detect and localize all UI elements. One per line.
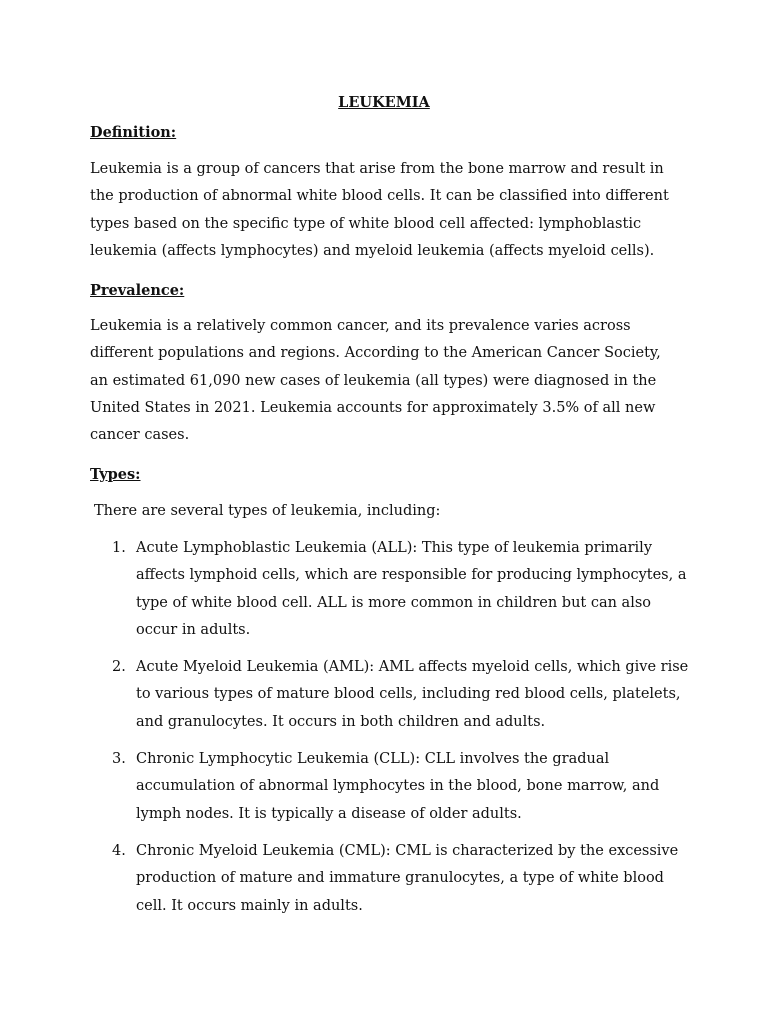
list-item	[90, 535, 690, 644]
types-intro: There are several types of leukemia, including:	[94, 503, 441, 519]
definition-heading: Definition:	[90, 124, 177, 141]
list-item	[90, 746, 690, 828]
list-item-number: 1.	[112, 540, 126, 556]
prevalence-paragraph: Leukemia is a relatively common cancer, and its prevalence varies across different populations and regions. According to the American Cancer Society, an estimated 61,090 new cases of leukemia (all types) were diagnosed in the United States in 2021. Leukemia accounts for approximately 3.5% of all new cancer cases.	[90, 318, 666, 444]
list-item	[90, 654, 690, 736]
document-title: LEUKEMIA	[338, 94, 430, 111]
list-item-text: Chronic Lymphocytic Leukemia (CLL): CLL involves the gradual accumulation of abnormal lymphocytes in the blood, bone marrow, and lymph nodes. It is typically a disease of older adults.	[136, 751, 660, 822]
types-heading: Types:	[90, 466, 141, 483]
list-item-number: 4.	[112, 842, 126, 859]
list-item	[90, 838, 690, 920]
list-item-text: Chronic Myeloid Leukemia (CML): CML is characterized by the excessive production of mature and immature granulocytes, a type of white blood cell. It occurs mainly in adults.	[136, 842, 679, 914]
list-item-number: 3.	[112, 751, 126, 768]
definition-paragraph: Leukemia is a group of cancers that arise from the bone marrow and result in the production of abnormal white blood cells. It can be classified into different types based on the specific type of white blood cell affected: lymphoblastic leukemia (affects lymphocytes) and myeloid leukemia (affects myeloid cells).	[90, 161, 674, 259]
list-item-number: 2.	[112, 659, 126, 676]
types-list	[90, 535, 690, 930]
list-item-text: Acute Myeloid Leukemia (AML): AML affects myeloid cells, which give rise to various types of mature blood cells, including red blood cells, platelets, and granulocytes. It occurs in both children and adults.	[136, 659, 689, 730]
prevalence-heading: Prevalence:	[90, 282, 185, 299]
list-item-text: Acute Lymphoblastic Leukemia (ALL): This type of leukemia primarily affects lymphoid cells, which are responsible for producing lymphocytes, a type of white blood cell. ALL is more common in children but can also occur in adults.	[136, 540, 687, 638]
